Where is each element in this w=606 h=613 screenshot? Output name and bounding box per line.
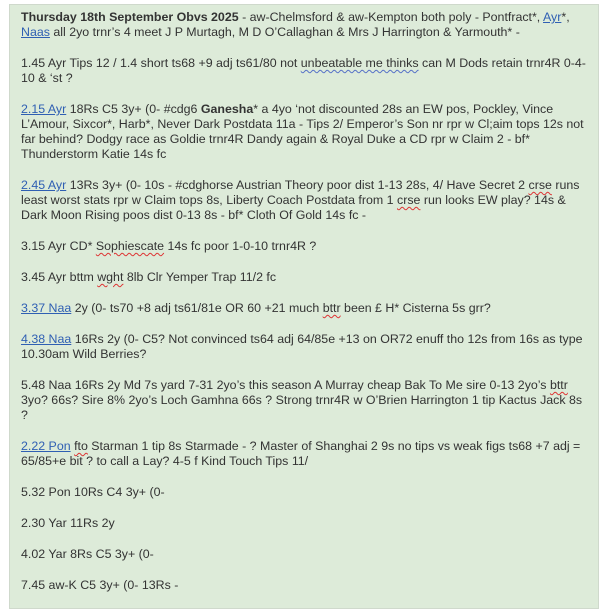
race-link-3-37-naa[interactable]: 3.37 Naa: [21, 301, 72, 315]
race-text: 3.15 Ayr CD*: [21, 239, 96, 253]
race-link-2-45-ayr[interactable]: 2.45 Ayr: [21, 178, 67, 192]
race-link-4-38-naa[interactable]: 4.38 Naa: [21, 332, 72, 346]
paragraph-2-45-ayr: [21, 178, 588, 223]
paragraph-7-45-awk: [21, 578, 588, 593]
race-text: 3yo? 66s? Sire 8% 2yo’s Loch Gamhna 66s ? Strong trnr4R w O’Brien Harrington 1 tip Kactus Jack 8s ?: [21, 393, 583, 422]
paragraph-3-15-ayr: [21, 239, 588, 254]
misspelled-word: bttr: [322, 301, 341, 315]
race-text: 14s fc poor 1-0-10 trnr4R ?: [164, 239, 317, 253]
race-text: 4.02 Yar 8Rs C5 3y+ (0-: [21, 547, 154, 561]
misspelled-word: Sophiescate: [95, 239, 165, 253]
link-ayr[interactable]: Ayr: [543, 10, 562, 24]
paragraph-2-15-ayr: [21, 102, 588, 162]
header-text: all 2yo trnr’s 4 meet J P Murtagh, M D O’Callaghan & Mrs J Harrington & Yarmouth* -: [49, 25, 520, 39]
paragraph-3-45-ayr: [21, 270, 588, 285]
misspelled-word: crse: [528, 178, 552, 192]
paragraph-5-32-pon: [21, 485, 588, 500]
paragraph-4-38-naa: [21, 332, 588, 362]
race-text: run looks EW play? 14s & Dark Moon Rising poos dist 0-13 8s - bf* Cloth Of Gold 14s fc -: [21, 193, 566, 222]
race-text: 2.30 Yar 11Rs 2y: [21, 516, 115, 530]
paragraph-3-37-naa: [21, 301, 588, 316]
header-text: *,: [561, 10, 570, 24]
race-text: 5.48 Naa 16Rs 2y Md 7s yard 7-31 2yo’s this season A Murray cheap Bak To Me sire 0-13 2yo’s: [21, 378, 550, 392]
race-text: * a 4yo ‘not discounted 28s an EW pos, Pockley, Vince L’Amour, Sixcor*, Harb*, Never Dark Postdata 11a - Tips 2/ Emperor’s Son nr rpr w Cl;aim tops 12s not far behind? Dodgy race as Goldie trnr4R Dandy again & Royal Duke a CD rpr w Claim 2 - bf* Thunderstorm Katie 14s fc: [21, 102, 584, 161]
race-text: Starman 1 tip 8s Starmade - ? Master of Shanghai 2 9s no tips vs weak figs ts68 +7 adj = 65/85+e bit ? to call a Lay? 4-5 f Kind Touch Tips 11/: [21, 439, 581, 468]
paragraph-2-22-pon: [21, 439, 588, 469]
race-link-2-22-pon[interactable]: 2.22 Pon: [21, 439, 71, 453]
paragraph-header: [21, 10, 588, 40]
race-text: 16Rs 2y (0- C5? Not convinced ts64 adj 64/85e +13 on OR72 enuff tho 12s from 16s as type 10.30am Wild Berries?: [21, 332, 583, 361]
document-body[interactable]: [9, 4, 599, 609]
paragraph-2-30-yar: [21, 516, 588, 531]
misspelled-word: fto: [74, 439, 88, 453]
paragraph-5-48-naa: [21, 378, 588, 423]
race-text: runs least worst stats rpr w Claim tops 8s, Liberty Coach Postdata from 1: [21, 178, 580, 207]
grammar-flagged-text: unbeatable me thinks: [300, 56, 419, 70]
race-text: been £ H* Cisterna 5s grr?: [340, 301, 491, 315]
race-text: 1.45 Ayr Tips 12 / 1.4 short ts68 +9 adj ts61/80 not: [21, 56, 301, 70]
misspelled-word: wght: [97, 270, 124, 284]
horse-name-bold: Ganesha: [200, 102, 254, 116]
race-text: 18Rs C5 3y+ (0- #cdg6: [66, 102, 201, 116]
document-title: Thursday 18th September Obvs 2025: [21, 10, 239, 24]
race-link-2-15-ayr[interactable]: 2.15 Ayr: [21, 102, 67, 116]
race-text: 3.45 Ayr bttm: [21, 270, 98, 284]
race-text: 5.32 Pon 10Rs C4 3y+ (0-: [21, 485, 165, 499]
link-naas[interactable]: Naas: [21, 25, 50, 39]
race-text: 13Rs 3y+ (0- 10s - #cdghorse Austrian Theory poor dist 1-13 28s, 4/ Have Secret 2: [66, 178, 529, 192]
race-text: can M Dods retain trnr4R 0-4-10 & ‘st ?: [21, 56, 586, 85]
misspelled-word: crse: [397, 193, 421, 207]
misspelled-word: bttr: [549, 378, 568, 392]
race-text: 8lb Clr Yemper Trap 11/2 fc: [123, 270, 277, 284]
paragraph-4-02-yar: [21, 547, 588, 562]
paragraph-1-45-ayr: [21, 56, 588, 86]
header-text: - aw-Chelmsford & aw-Kempton both poly - Pontfract*,: [238, 10, 544, 24]
race-text: 2y (0- ts70 +8 adj ts61/81e OR 60 +21 much: [71, 301, 323, 315]
race-text: 7.45 aw-K C5 3y+ (0- 13Rs -: [21, 578, 179, 592]
